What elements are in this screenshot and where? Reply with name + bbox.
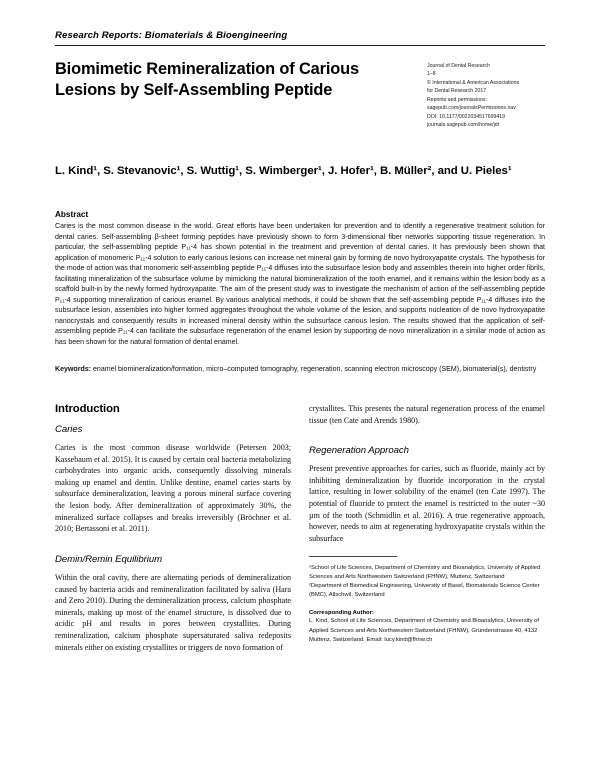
subsection-heading-caries: Caries	[55, 423, 83, 435]
affiliation-1: ¹School of Life Sciences, Department of Chemistry and Bioanalytics, University of Applied Sciences and Arts Northwestern Switzerland (FHNW), Muttenz, Switzerland	[309, 564, 541, 580]
article-title: Biomimetic Remineralization of Carious Lesions by Self-Assembling Peptide	[55, 60, 359, 100]
page-range: 1–8	[427, 71, 436, 78]
affiliations	[309, 564, 545, 601]
abstract-block	[55, 210, 545, 376]
footnote-block	[309, 556, 545, 646]
paragraph-caries: Caries is the most common disease worldwide (Petersen 2003; Kassebaum et al. 2015). It is caused by certain oral bacteria metabolizing carbohydrates into organic acids, consequently dissolving minerals making up enamel and dentin. Unlike dentine, enamel caries starts by subsurface demineralization, leaving a porous mineral surface covering the lesion body. After demineralization of approximately 30%, the mineralized surface collapses and breaks irreversibly (Bröchner et al. 2010; Bertassoni et al. 2011).	[55, 442, 291, 534]
right-column	[309, 403, 545, 660]
paragraph-demin-remin: Within the oral cavity, there are alternating periods of demineralization caused by bacteria acids and remineralization facilitated by saliva (Hara and Zero 2010). During the demineralization process, calcium phosphate minerals, making up most of the enamel structure, is dissolved due to acidic pH and results in pores between crystallites. During remineralization, calcium phosphate supersaturated saliva redeposits minerals either on existing crystallites or triggers de novo formation of	[55, 572, 291, 652]
subsection-heading-demin-remin: Demin/Remin Equilibrium	[55, 553, 163, 565]
keywords-text: enamel biomineralization/formation, micro–computed tomography, regeneration, scanning electron microscopy (SEM), biomaterial(s), dentistry	[91, 366, 537, 374]
section-heading-introduction: Introduction	[55, 402, 120, 415]
body-columns	[55, 403, 545, 660]
affiliation-2: ²Department of Biomedical Engineering, University of Basel, Biomaterials Science Center (BMC), Allschwil, Switzerland	[309, 583, 540, 599]
running-head-rule	[55, 45, 545, 46]
footnote-rule	[309, 556, 397, 557]
corresponding-author-heading: Corresponding Author:	[309, 610, 374, 617]
corresponding-author-block	[309, 610, 545, 645]
author-list: L. Kind¹, S. Stevanovic¹, S. Wuttig¹, S. Wimberger¹, J. Hofer¹, B. Müller², and U. Pieles¹	[55, 165, 512, 178]
journal-name: Journal of Dental Research	[427, 63, 490, 69]
corresponding-author-details: L. Kind, School of Life Sciences, Department of Chemistry and Bioanalytics, University of Applied Sciences and Arts Northwestern Switzerland (FHNW), Gründenstrasse 40, 4132 Muttenz, Switzerland. Email: lucy.kind@fhnw.ch	[309, 618, 539, 643]
title-row	[55, 59, 545, 129]
copyright-line-1: © International & American Associations	[427, 79, 520, 86]
permissions-url[interactable]: sagepub.com/journalsPermissions.nav	[427, 105, 516, 112]
journal-metadata-block	[427, 62, 545, 129]
keywords-label: Keywords:	[55, 366, 92, 374]
keywords-block	[55, 365, 545, 376]
subsection-heading-regeneration-approach: Regeneration Approach	[309, 445, 409, 457]
left-column	[55, 403, 291, 660]
reprints-label: Reprints and permissions:	[427, 96, 487, 103]
journal-home-url[interactable]: journals.sagepub.com/home/jdr	[427, 121, 500, 128]
copyright-line-2: for Dental Research 2017	[427, 88, 487, 95]
paragraph-crystallites-continued: crystallites. This presents the natural regeneration process of the enamel tissue (ten Cate and Arends 1980).	[309, 403, 545, 425]
doi-line[interactable]: DOI: 10.1177/0022034517699419	[427, 113, 506, 120]
paragraph-regeneration-approach: Present preventive approaches for caries, such as fluoride, mainly act by inhibiting demineralization by fluoride incorporation in the crystal lattice, resulting in lower solubility of the enamel (ten Cate 1997). The potential of fluoride to protect the enamel is restricted to the outer ~30 µm of the tooth (Schmidlin et al. 2016). A true regenerative approach, however, needs to aim at regenerating hydroxyapatite crystals within the subsurface	[309, 464, 545, 543]
running-head: Research Reports: Biomaterials & Bioengineering	[55, 30, 288, 41]
abstract-text: Caries is the most common disease in the world. Great efforts have been undertaken for prevention and to identify a regenerative treatment solution for dental caries. Self-assembling β-sheet forming peptides have previously shown to form 3-dimensional fiber networks supporting tissue regeneration. In particular, the self-assembling peptide P₁₁-4 has shown potential in the treatment and prevention of dental caries. It has previously been shown that application of monomeric P₁₁-4 solution to early carious lesions can increase net mineral gain by forming de novo hydroxyapatite crystals. The hypothesis for the mode of action was that monomeric self-assembling peptide P₁₁-4 diffuses into the subsurface lesion body and assembles therein into higher order fibrils, facilitating mineralization of the subsurface volume by mimicking the natural biomineralization of the tooth enamel, and it remains within the lesion body as a scaffold built-in by the newly formed hydroxyapatite. The aim of the present study was to investigate the mechanism of action of the self-assembling peptide P₁₁-4 supporting mineralization of carious enamel. By various analytical methods, it could be shown that the self-assembling peptide P₁₁-4 diffuses into the subsurface lesion, assembles into higher formed aggregates throughout the whole volume of the lesion, and supports nucleation of de novo hydroxyapatite nanocrystals and consequently results in increased mineral density within the subsurface carious lesion. The results showed that the application of self-assembling peptide P₁₁-4 can facilitate the subsurface regeneration of the enamel lesion by supporting de novo mineralization in a similar mode of action as has been shown for the natural formation of dental enamel.	[55, 223, 545, 346]
abstract-heading: Abstract	[55, 210, 89, 220]
